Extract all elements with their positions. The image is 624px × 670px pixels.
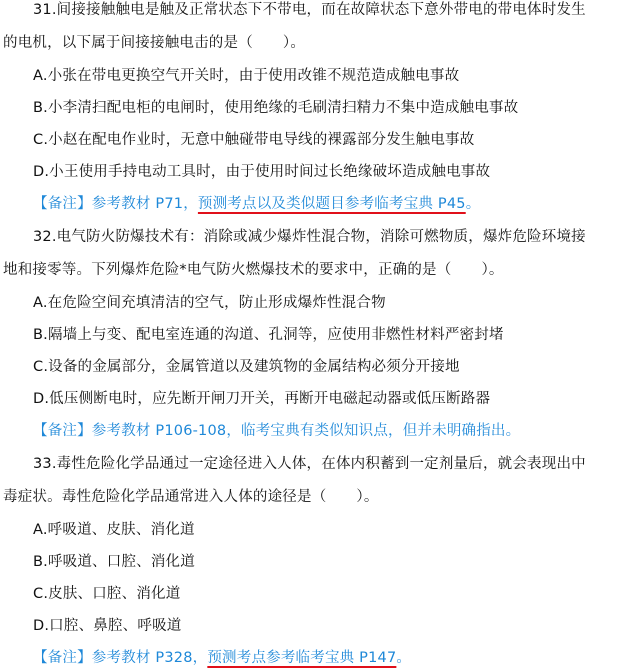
question-31-note: [33, 194, 480, 214]
question-33-text-line2: [3, 487, 379, 507]
question-33-note: [33, 648, 411, 668]
note-prefix: 【备注】参考教材 P71，: [33, 196, 198, 212]
question-33-option-d: D.口腔、鼻腔、呼吸道: [33, 618, 182, 634]
question-32-stem-end: 地和接零等。下列爆炸危险*电气防火燃爆技术的要求中，正确的是（: [3, 262, 452, 278]
question-31-stem-end: 的电机，以下属于间接接触电击的是（: [3, 35, 253, 51]
question-32-option-a: A.在危险空间充填清洁的空气，防止形成爆炸性混合物: [33, 295, 386, 311]
question-32-closing: ）。: [481, 262, 504, 278]
question-32-option-c: C.设备的金属部分，金属管道以及建筑物的金属结构必须分开接地: [33, 359, 460, 375]
question-33-option-a: A.呼吸道、皮肤、消化道: [33, 522, 195, 538]
question-33-stem-end: 毒症状。毒性危险化学品通常进入人体的途径是（: [3, 489, 327, 505]
question-31-option-d: D.小王使用手持电动工具时，由于使用时间过长绝缘破坏造成触电事故: [33, 164, 491, 180]
question-33-option-b: B.呼吸道、口腔、消化道: [33, 554, 195, 570]
question-31-closing: ）。: [282, 35, 306, 51]
question-31-text-line1: 31.间接接触触电是触及正常状态下不带电，而在故障状态下意外带电的带电体时发生: [33, 2, 586, 18]
question-32-note: [33, 421, 520, 441]
question-32-option-b: B.隔墙上与变、配电室连通的沟道、孔洞等，应使用非燃性材料严密封堵: [33, 327, 504, 343]
note-underlined-reference: 预测考点参考临考宝典 P147: [207, 650, 397, 666]
note-prefix: 【备注】参考教材 P106-108，临考宝典有类似知识点，但并未明确指出。: [33, 423, 521, 439]
note-underlined-reference: 预测考点以及类似题目参考临考宝典 P45: [197, 196, 466, 212]
question-33-option-c: C.皮肤、口腔、消化道: [33, 586, 181, 602]
question-32-option-d: D.低压侧断电时，应先断开闸刀开关，再断开电磁起动器或低压断路器: [33, 391, 491, 407]
note-prefix: 【备注】参考教材 P328，: [33, 650, 208, 666]
question-31-text-line2: [3, 33, 305, 53]
question-33-text-line1: 33.毒性危险化学品通过一定途径进入人体，在体内积蓄到一定剂量后，就会表现出中: [33, 456, 586, 472]
question-32-text-line1: 32.电气防火防爆技术有：消除或减少爆炸性混合物，消除可燃物质，爆炸危险环境接: [33, 229, 586, 245]
question-31-option-a: A.小张在带电更换空气开关时，由于使用改锥不规范造成触电事故: [33, 68, 460, 84]
note-suffix: 。: [465, 196, 481, 212]
question-31-option-c: C.小赵在配电作业时，无意中触碰带电导线的裸露部分发生触电事故: [33, 132, 475, 148]
note-suffix: 。: [396, 650, 412, 666]
question-33-closing: ）。: [356, 489, 379, 505]
question-32-text-line2: [3, 260, 504, 280]
question-31-option-b: B.小李清扫配电柜的电闸时，使用绝缘的毛刷清扫精力不集中造成触电事故: [33, 100, 519, 116]
